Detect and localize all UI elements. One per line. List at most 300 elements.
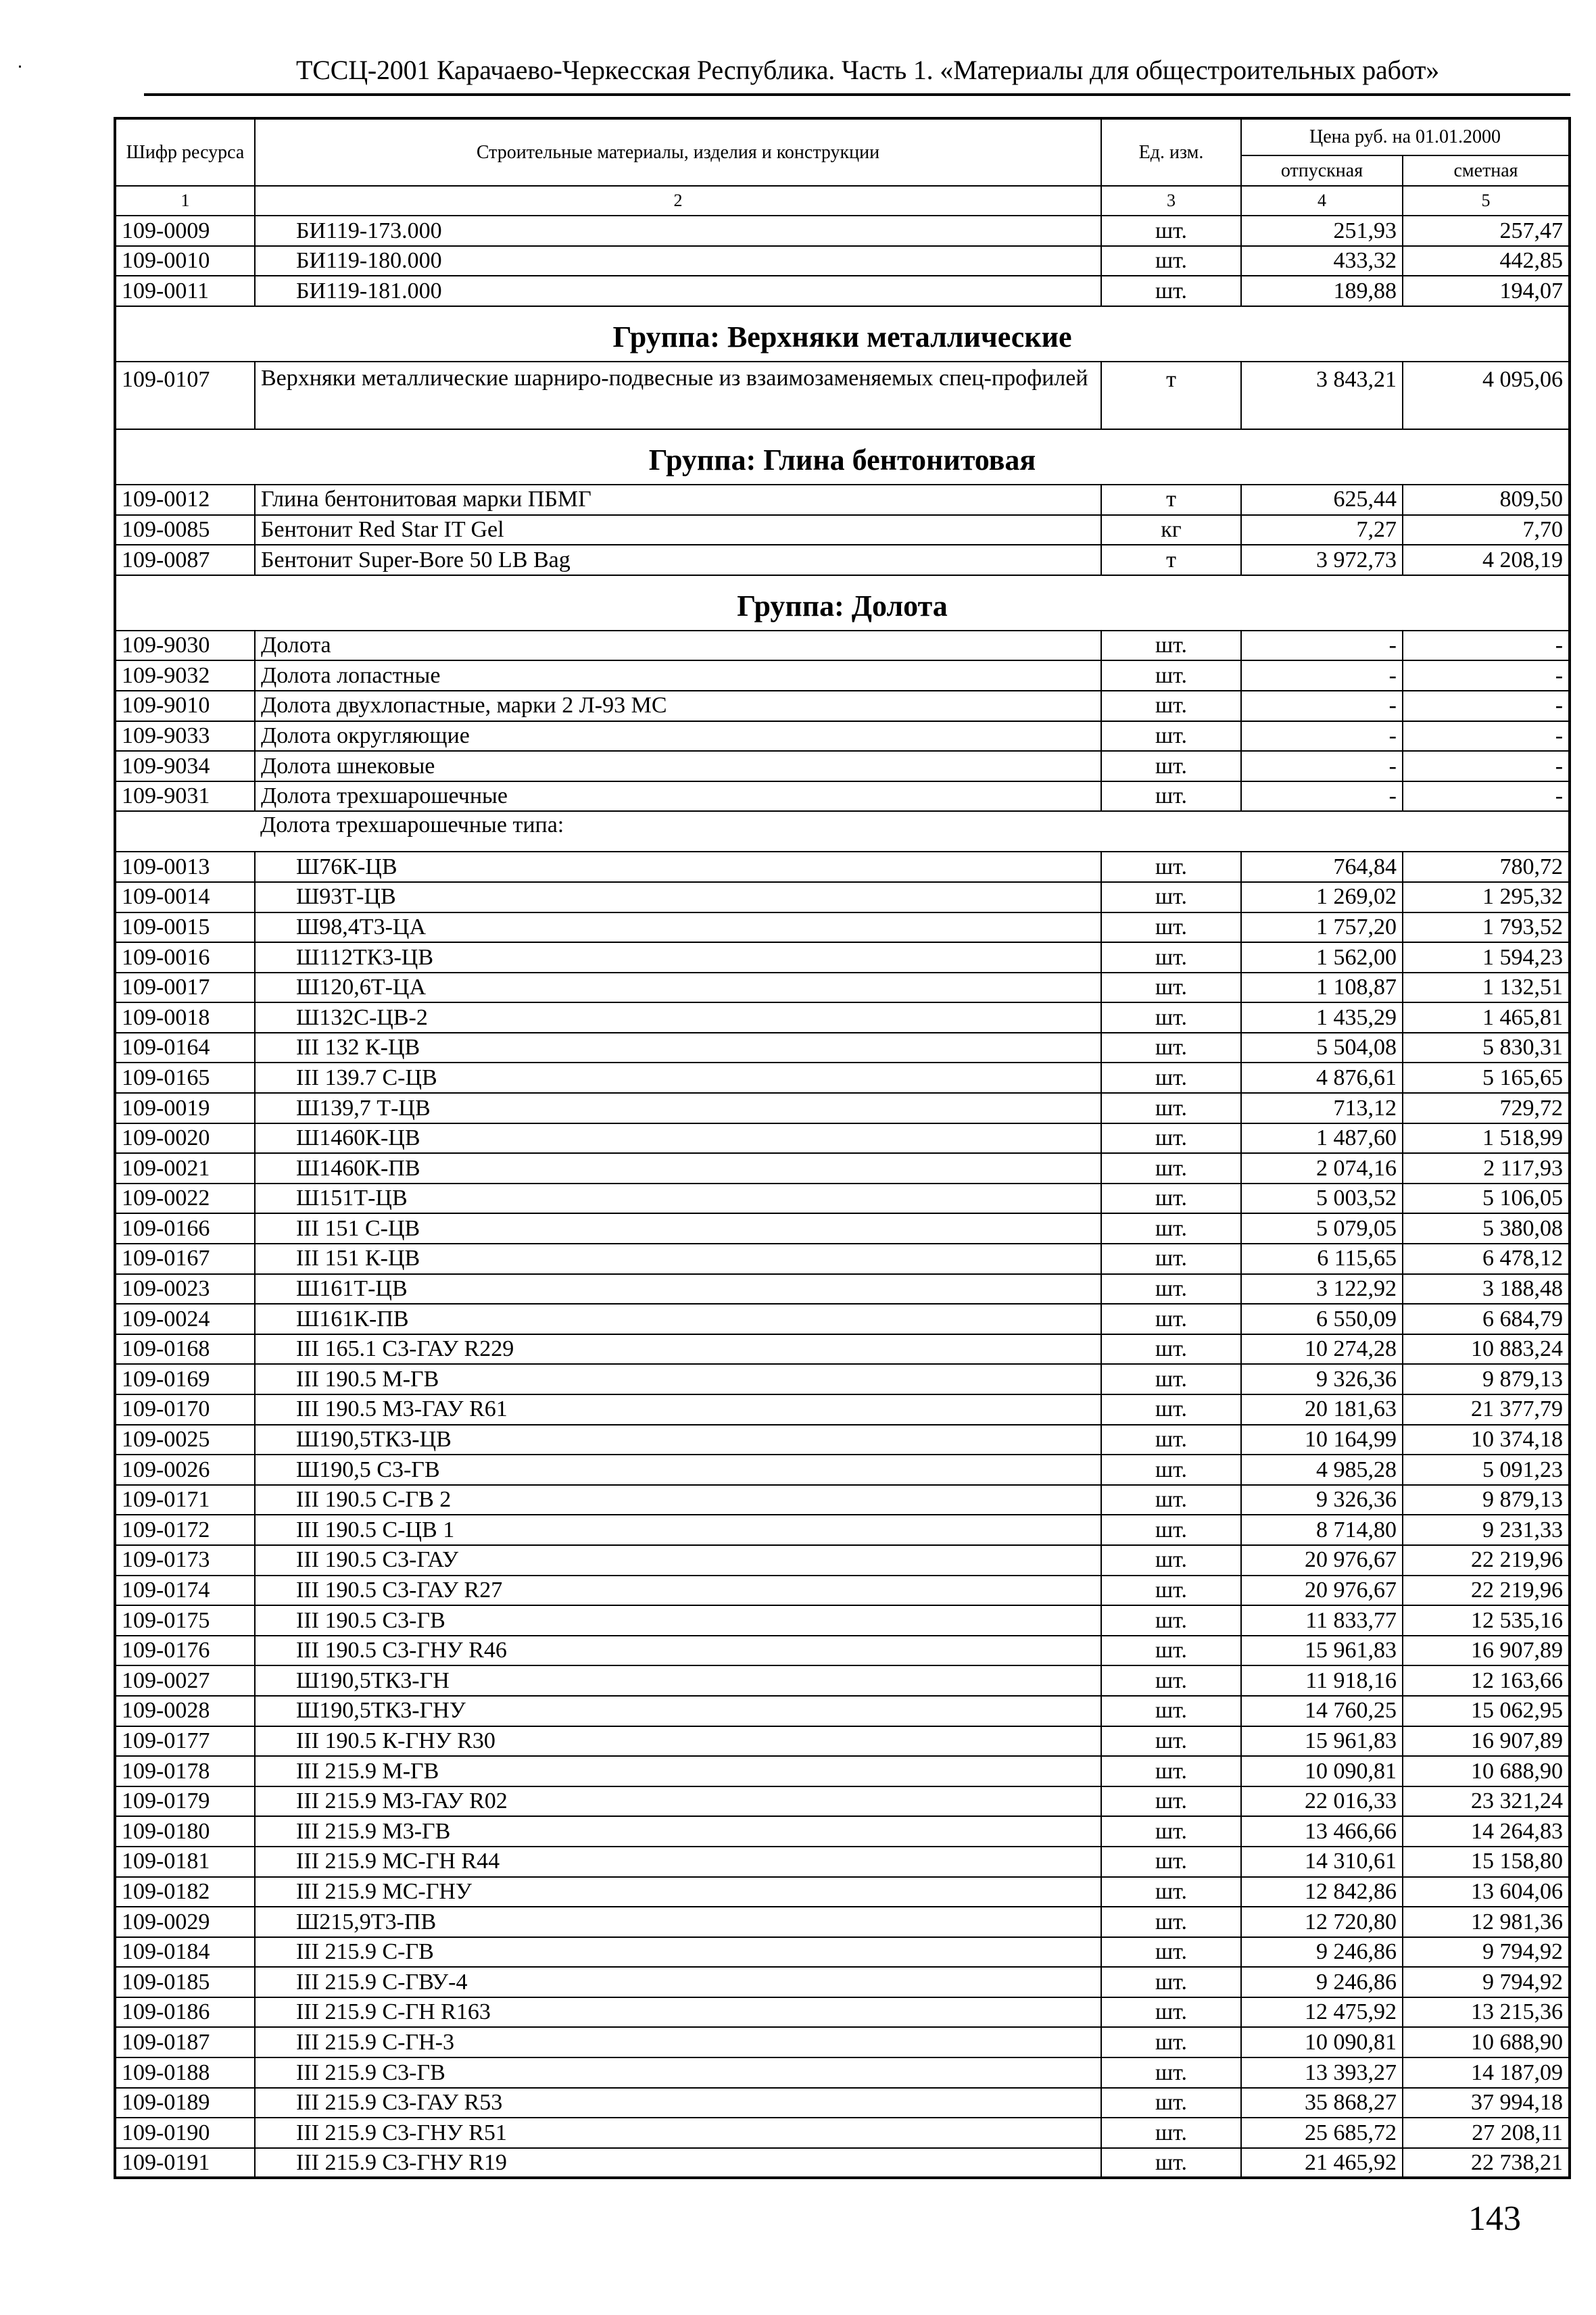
material-name-cell: III 215.9 М-ГВ [255,1756,1101,1786]
release-price-cell: 15 961,83 [1241,1726,1403,1757]
release-price-cell: 22 016,33 [1241,1786,1403,1817]
unit-cell: шт. [1101,721,1241,752]
table-row [115,1816,1570,1847]
unit-cell: шт. [1101,2088,1241,2118]
estimate-price-cell: - [1403,751,1570,781]
resource-code-cell: 109-0164 [115,1033,255,1063]
material-name-cell: Ш132С-ЦВ-2 [255,1002,1101,1033]
resource-code-cell: 109-9034 [115,751,255,781]
estimate-price-cell: 15 062,95 [1403,1696,1570,1726]
unit-cell: шт. [1101,1153,1241,1184]
table-row [115,1726,1570,1757]
table-row [115,1997,1570,2028]
table-row [115,1636,1570,1666]
estimate-price-cell: 4 208,19 [1403,545,1570,575]
material-name-cell: III 215.9 С-ГН R163 [255,1997,1101,2028]
material-name-cell: Ш161К-ПВ [255,1304,1101,1334]
material-name-cell: БИ119-181.000 [255,276,1101,306]
release-price-cell: 9 246,86 [1241,1967,1403,1997]
material-name-cell: III 215.9 МС-ГНУ [255,1877,1101,1907]
estimate-price-cell: - [1403,721,1570,752]
material-name-cell: Ш190,5ТК3-ГН [255,1665,1101,1696]
estimate-price-cell: 3 188,48 [1403,1274,1570,1305]
unit-cell: шт. [1101,1304,1241,1334]
table-row [115,751,1570,781]
unit-cell: кг [1101,515,1241,545]
unit-cell: шт. [1101,1334,1241,1365]
column-number: 2 [255,186,1101,216]
resource-code-cell: 109-0165 [115,1063,255,1093]
material-name-cell: Ш76К-ЦВ [255,852,1101,882]
group-title: Группа: Верхняки металлические [115,306,1570,362]
release-price-cell: 713,12 [1241,1093,1403,1123]
unit-cell: шт. [1101,1726,1241,1757]
release-price-cell: 20 181,63 [1241,1394,1403,1425]
estimate-price-cell: 780,72 [1403,852,1570,882]
table-row [115,276,1570,306]
resource-code-cell: 109-0021 [115,1153,255,1184]
unit-cell: шт. [1101,973,1241,1003]
header-price-release: отпускная [1241,155,1403,186]
estimate-price-cell: 194,07 [1403,276,1570,306]
unit-cell: шт. [1101,912,1241,943]
estimate-price-cell: 14 187,09 [1403,2057,1570,2088]
resource-code-cell: 109-0190 [115,2118,255,2148]
release-price-cell: 1 435,29 [1241,1002,1403,1033]
resource-code-cell: 109-0176 [115,1636,255,1666]
release-price-cell: - [1241,660,1403,691]
material-name-cell: Ш215,9Т3-ПВ [255,1907,1101,1937]
unit-cell: шт. [1101,2118,1241,2148]
estimate-price-cell: 809,50 [1403,485,1570,515]
unit-cell: шт. [1101,2148,1241,2178]
release-price-cell: - [1241,691,1403,721]
release-price-cell: 6 550,09 [1241,1304,1403,1334]
estimate-price-cell: 729,72 [1403,1093,1570,1123]
resource-code-cell: 109-9032 [115,660,255,691]
release-price-cell: 21 465,92 [1241,2148,1403,2178]
material-name-cell: III 215.9 С3-ГНУ R51 [255,2118,1101,2148]
header-price-estimate: сметная [1403,155,1570,186]
material-name-cell: БИ119-180.000 [255,246,1101,276]
resource-code-cell: 109-0014 [115,882,255,912]
unit-cell: шт. [1101,1696,1241,1726]
table-row [115,1274,1570,1305]
group-header-row [115,306,1570,362]
unit-cell: шт. [1101,1394,1241,1425]
table-row [115,1847,1570,1877]
table-row [115,1425,1570,1455]
unit-cell: т [1101,545,1241,575]
material-name-cell: БИ119-173.000 [255,216,1101,246]
release-price-cell: 4 876,61 [1241,1063,1403,1093]
release-price-cell: 6 115,65 [1241,1244,1403,1274]
release-price-cell: - [1241,631,1403,661]
material-name-cell: III 215.9 С3-ГАУ R53 [255,2088,1101,2118]
material-name-cell: III 215.9 С-ГВУ-4 [255,1967,1101,1997]
estimate-price-cell: 14 264,83 [1403,1816,1570,1847]
table-row [115,1394,1570,1425]
resource-code-cell: 109-0169 [115,1364,255,1394]
estimate-price-cell: 9 231,33 [1403,1515,1570,1545]
table-row [115,2118,1570,2148]
release-price-cell: 5 003,52 [1241,1184,1403,1214]
resource-code-cell: 109-9010 [115,691,255,721]
resource-code-cell: 109-0025 [115,1425,255,1455]
release-price-cell: 35 868,27 [1241,2088,1403,2118]
resource-code-cell: 109-0085 [115,515,255,545]
material-name-cell: Ш93Т-ЦВ [255,882,1101,912]
material-name-cell: III 132 К-ЦВ [255,1033,1101,1063]
resource-code-cell: 109-0020 [115,1123,255,1154]
unit-cell: шт. [1101,246,1241,276]
table-row [115,485,1570,515]
resource-code-cell: 109-0185 [115,1967,255,1997]
unit-cell: шт. [1101,1665,1241,1696]
release-price-cell: 625,44 [1241,485,1403,515]
material-name-cell: III 190.5 С-ЦВ 1 [255,1515,1101,1545]
estimate-price-cell: 6 478,12 [1403,1244,1570,1274]
table-row [115,1002,1570,1033]
group-title: Группа: Глина бентонитовая [115,429,1570,485]
material-name-cell: Ш161Т-ЦВ [255,1274,1101,1305]
table-row [115,1696,1570,1726]
unit-cell: шт. [1101,1123,1241,1154]
material-name-cell: III 215.9 М3-ГВ [255,1816,1101,1847]
unit-cell: шт. [1101,751,1241,781]
unit-cell: шт. [1101,1816,1241,1847]
estimate-price-cell: 5 106,05 [1403,1184,1570,1214]
estimate-price-cell: - [1403,781,1570,812]
unit-cell: шт. [1101,2027,1241,2057]
unit-cell: шт. [1101,852,1241,882]
table-row [115,1093,1570,1123]
resource-code-cell: 109-0022 [115,1184,255,1214]
release-price-cell: 5 079,05 [1241,1213,1403,1244]
unit-cell: шт. [1101,1425,1241,1455]
resource-code-cell: 109-0180 [115,1816,255,1847]
material-name-cell: Глина бентонитовая марки ПБМГ [255,485,1101,515]
estimate-price-cell: 16 907,89 [1403,1636,1570,1666]
release-price-cell: 10 090,81 [1241,2027,1403,2057]
table-row [115,2027,1570,2057]
page-number: 143 [1468,2199,1521,2238]
resource-code-cell: 109-0172 [115,1515,255,1545]
estimate-price-cell: 5 830,31 [1403,1033,1570,1063]
estimate-price-cell: 1 465,81 [1403,1002,1570,1033]
material-name-cell: Ш151Т-ЦВ [255,1184,1101,1214]
resource-code-cell: 109-0173 [115,1545,255,1576]
header-price-group: Цена руб. на 01.01.2000 [1241,118,1570,155]
table-row [115,1786,1570,1817]
table-row [115,1364,1570,1394]
estimate-price-cell: 1 295,32 [1403,882,1570,912]
resource-code-cell: 109-0028 [115,1696,255,1726]
material-name-cell: Ш120,6Т-ЦА [255,973,1101,1003]
table-row [115,1937,1570,1968]
release-price-cell: 9 246,86 [1241,1937,1403,1968]
material-name-cell: Долота округляющие [255,721,1101,752]
material-name-cell: Ш190,5 С3-ГВ [255,1455,1101,1485]
table-row [115,942,1570,973]
table-row [115,515,1570,545]
scan-artifact-dot [19,66,21,68]
material-name-cell: Бентонит Super-Bore 50 LB Bag [255,545,1101,575]
resource-code-cell: 109-0189 [115,2088,255,2118]
release-price-cell: 9 326,36 [1241,1485,1403,1515]
header-code: Шифр ресурса [115,118,255,186]
unit-cell: шт. [1101,1213,1241,1244]
estimate-price-cell: 1 132,51 [1403,973,1570,1003]
estimate-price-cell: 7,70 [1403,515,1570,545]
resource-code-cell: 109-0184 [115,1937,255,1968]
table-row [115,781,1570,812]
estimate-price-cell: 10 883,24 [1403,1334,1570,1365]
table-row [115,1756,1570,1786]
unit-cell: т [1101,485,1241,515]
release-price-cell: 9 326,36 [1241,1364,1403,1394]
release-price-cell: 10 164,99 [1241,1425,1403,1455]
table-row [115,1153,1570,1184]
unit-cell: шт. [1101,1847,1241,1877]
resource-code-cell: 109-0017 [115,973,255,1003]
table-header-row [115,118,1570,155]
resource-code-cell: 109-0181 [115,1847,255,1877]
unit-cell: шт. [1101,1455,1241,1485]
resource-code-cell: 109-0167 [115,1244,255,1274]
unit-cell: шт. [1101,1786,1241,1817]
estimate-price-cell: 1 793,52 [1403,912,1570,943]
material-name-cell: Долота двухлопастные, марки 2 Л-93 МС [255,691,1101,721]
unit-cell: шт. [1101,1002,1241,1033]
unit-cell: шт. [1101,1033,1241,1063]
release-price-cell: 12 475,92 [1241,1997,1403,2028]
material-name-cell: III 215.9 С3-ГВ [255,2057,1101,2088]
resource-code-cell: 109-0023 [115,1274,255,1305]
subheading-row [115,811,1570,852]
table-row [115,1967,1570,1997]
material-name-cell: Долота шнековые [255,751,1101,781]
header-name: Строительные материалы, изделия и конструкции [255,118,1101,186]
estimate-price-cell: 12 163,66 [1403,1665,1570,1696]
unit-cell: шт. [1101,1756,1241,1786]
estimate-price-cell: 9 794,92 [1403,1937,1570,1968]
estimate-price-cell: 22 219,96 [1403,1576,1570,1606]
unit-cell: шт. [1101,276,1241,306]
resource-code-cell: 109-0029 [115,1907,255,1937]
unit-cell: шт. [1101,1274,1241,1305]
estimate-price-cell: 5 091,23 [1403,1455,1570,1485]
release-price-cell: 1 108,87 [1241,973,1403,1003]
estimate-price-cell: 23 321,24 [1403,1786,1570,1817]
release-price-cell: 764,84 [1241,852,1403,882]
table-row [115,2148,1570,2178]
unit-cell: шт. [1101,216,1241,246]
table-row [115,362,1570,429]
resource-code-cell: 109-0024 [115,1304,255,1334]
resource-code-cell: 109-0026 [115,1455,255,1485]
estimate-price-cell: 15 158,80 [1403,1847,1570,1877]
estimate-price-cell: 1 594,23 [1403,942,1570,973]
release-price-cell: 10 090,81 [1241,1756,1403,1786]
resource-code-cell: 109-0188 [115,2057,255,2088]
unit-cell: шт. [1101,1184,1241,1214]
material-name-cell: III 215.9 С-ГН-3 [255,2027,1101,2057]
column-number: 5 [1403,186,1570,216]
estimate-price-cell: - [1403,631,1570,661]
table-row [115,2057,1570,2088]
material-name-cell: III 190.5 К-ГНУ R30 [255,1726,1101,1757]
unit-cell: шт. [1101,1576,1241,1606]
material-name-cell: Бентонит Red Star IT Gel [255,515,1101,545]
resource-code-cell: 109-0177 [115,1726,255,1757]
material-name-cell: III 151 К-ЦВ [255,1244,1101,1274]
release-price-cell: 3 843,21 [1241,362,1403,429]
resource-code-cell: 109-0107 [115,362,255,429]
resource-code-cell: 109-0087 [115,545,255,575]
table-row [115,1123,1570,1154]
material-name-cell: III 165.1 С3-ГАУ R229 [255,1334,1101,1365]
estimate-price-cell: 9 794,92 [1403,1967,1570,1997]
page-header-title: ТССЦ-2001 Карачаево-Черкесская Республика. Часть 1. «Материалы для общестроительных работ» [296,55,1440,85]
unit-cell: шт. [1101,1545,1241,1576]
release-price-cell: 11 833,77 [1241,1605,1403,1636]
material-name-cell: III 215.9 С3-ГНУ R19 [255,2148,1101,2178]
table-row [115,1334,1570,1365]
group-title: Группа: Долота [115,575,1570,631]
release-price-cell: 13 466,66 [1241,1816,1403,1847]
estimate-price-cell: 5 380,08 [1403,1213,1570,1244]
resource-code-cell: 109-0012 [115,485,255,515]
material-name-cell: III 190.5 М-ГВ [255,1364,1101,1394]
unit-cell: шт. [1101,1937,1241,1968]
estimate-price-cell: 1 518,99 [1403,1123,1570,1154]
material-name-cell: III 215.9 МС-ГН R44 [255,1847,1101,1877]
table-row [115,660,1570,691]
release-price-cell: 4 985,28 [1241,1455,1403,1485]
material-name-cell: III 190.5 С3-ГНУ R46 [255,1636,1101,1666]
estimate-price-cell: 9 879,13 [1403,1485,1570,1515]
material-name-cell: Ш190,5ТК3-ЦВ [255,1425,1101,1455]
table-row [115,882,1570,912]
unit-cell: шт. [1101,1907,1241,1937]
unit-cell: шт. [1101,1636,1241,1666]
unit-cell: шт. [1101,1605,1241,1636]
material-name-cell: III 151 С-ЦВ [255,1213,1101,1244]
material-name-cell: Ш139,7 Т-ЦВ [255,1093,1101,1123]
table-row [115,1455,1570,1485]
table-row [115,1515,1570,1545]
release-price-cell: 251,93 [1241,216,1403,246]
release-price-cell: 12 720,80 [1241,1907,1403,1937]
resource-code-cell: 109-9033 [115,721,255,752]
unit-cell: шт. [1101,1244,1241,1274]
table-row [115,973,1570,1003]
table-row [115,2088,1570,2118]
unit-cell: шт. [1101,1877,1241,1907]
unit-cell: шт. [1101,1093,1241,1123]
estimate-price-cell: 6 684,79 [1403,1304,1570,1334]
column-number: 3 [1101,186,1241,216]
table-row [115,216,1570,246]
subheading-title: Долота трехшарошечные типа: [255,811,1570,852]
estimate-price-cell: 257,47 [1403,216,1570,246]
resource-code-cell: 109-0016 [115,942,255,973]
material-name-cell: Верхняки металлические шарниро-подвесные из взаимозаменяемых спец-профилей [255,362,1101,429]
estimate-price-cell: 22 738,21 [1403,2148,1570,2178]
release-price-cell: 2 074,16 [1241,1153,1403,1184]
table-row [115,721,1570,752]
unit-cell: шт. [1101,1485,1241,1515]
resource-code-cell: 109-0027 [115,1665,255,1696]
unit-cell: шт. [1101,631,1241,661]
resource-code-cell: 109-0013 [115,852,255,882]
release-price-cell: 7,27 [1241,515,1403,545]
material-name-cell: III 190.5 С3-ГАУ [255,1545,1101,1576]
resource-code-cell: 109-0175 [115,1605,255,1636]
resource-code-cell: 109-0182 [115,1877,255,1907]
column-number-row [115,186,1570,216]
subheading-empty-cell [115,811,255,852]
unit-cell: шт. [1101,2057,1241,2088]
resource-code-cell: 109-0179 [115,1786,255,1817]
material-name-cell: Долота трехшарошечные [255,781,1101,812]
estimate-price-cell: 12 981,36 [1403,1907,1570,1937]
table-row [115,852,1570,882]
column-number: 4 [1241,186,1403,216]
release-price-cell: 12 842,86 [1241,1877,1403,1907]
release-price-cell: 3 122,92 [1241,1274,1403,1305]
material-name-cell: Ш98,4Т3-ЦА [255,912,1101,943]
estimate-price-cell: 4 095,06 [1403,362,1570,429]
release-price-cell: 1 487,60 [1241,1123,1403,1154]
table-row [115,1877,1570,1907]
release-price-cell: 189,88 [1241,276,1403,306]
material-name-cell: III 215.9 С-ГВ [255,1937,1101,1968]
resource-code-cell: 109-9030 [115,631,255,661]
table-row [115,1907,1570,1937]
release-price-cell: 5 504,08 [1241,1033,1403,1063]
estimate-price-cell: 27 208,11 [1403,2118,1570,2148]
column-number: 1 [115,186,255,216]
unit-cell: шт. [1101,1967,1241,1997]
release-price-cell: 11 918,16 [1241,1665,1403,1696]
release-price-cell: 8 714,80 [1241,1515,1403,1545]
unit-cell: шт. [1101,660,1241,691]
resource-code-cell: 109-0186 [115,1997,255,2028]
price-table [114,117,1571,2179]
release-price-cell: 25 685,72 [1241,2118,1403,2148]
page-header [144,49,1570,96]
estimate-price-cell: 21 377,79 [1403,1394,1570,1425]
material-name-cell: Долота [255,631,1101,661]
estimate-price-cell: 442,85 [1403,246,1570,276]
release-price-cell: 3 972,73 [1241,545,1403,575]
estimate-price-cell: 16 907,89 [1403,1726,1570,1757]
table-row [115,1033,1570,1063]
material-name-cell: III 190.5 С-ГВ 2 [255,1485,1101,1515]
estimate-price-cell: - [1403,691,1570,721]
resource-code-cell: 109-0018 [115,1002,255,1033]
table-row [115,912,1570,943]
material-name-cell: III 215.9 М3-ГАУ R02 [255,1786,1101,1817]
resource-code-cell: 109-0166 [115,1213,255,1244]
material-name-cell: Ш1460К-ЦВ [255,1123,1101,1154]
table-row [115,246,1570,276]
resource-code-cell: 109-0011 [115,276,255,306]
table-row [115,1304,1570,1334]
resource-code-cell: 109-9031 [115,781,255,812]
